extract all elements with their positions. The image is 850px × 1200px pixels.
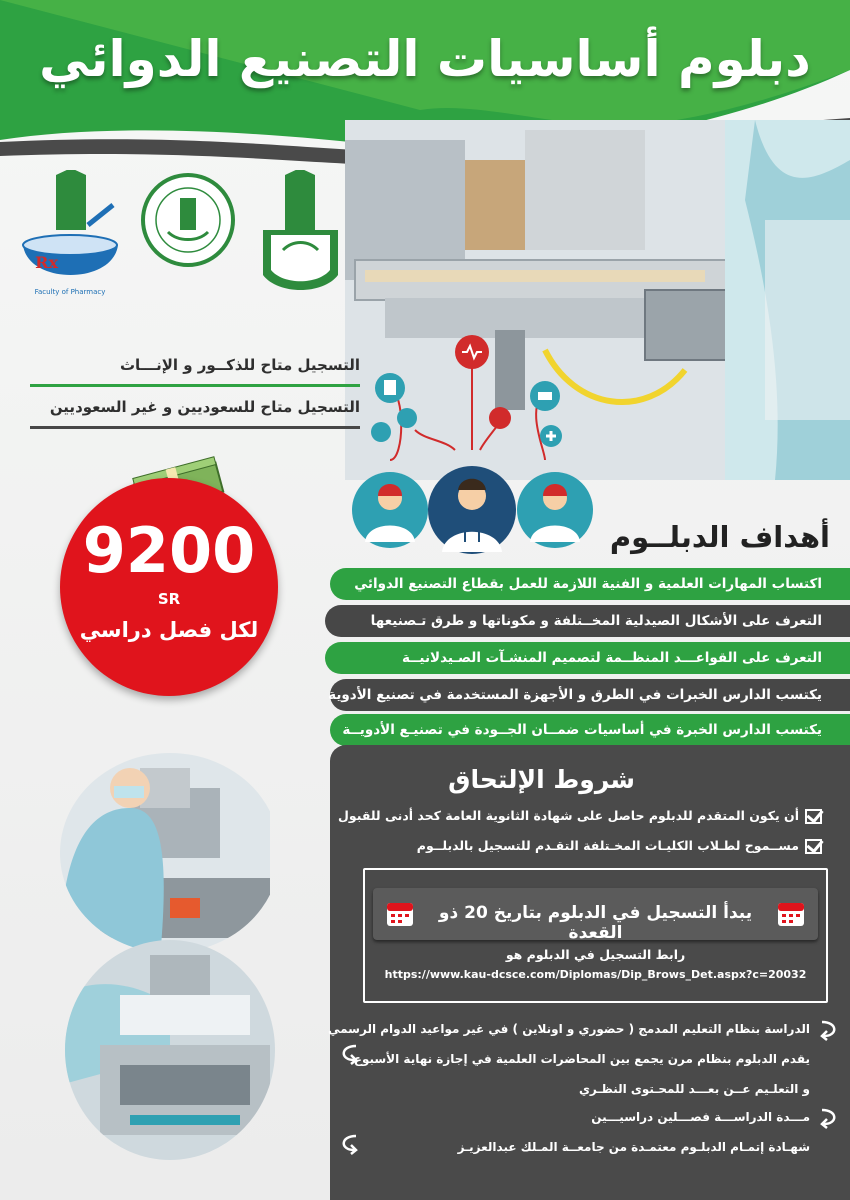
kau-university-logo [253, 170, 348, 300]
condition-item [417, 838, 822, 854]
lab-machine-photo [60, 935, 280, 1165]
logos-row [18, 170, 348, 305]
curved-arrow-icon [818, 1106, 840, 1130]
lab-worker-photo [20, 748, 270, 958]
price-currency: SR [157, 590, 181, 608]
note-item: يقدم الدبلوم بنظام مرن يجمع بين المحاضرات العلمية في إجازة نهاية الأسبوع [353, 1052, 810, 1066]
registration-date-bar [373, 888, 818, 943]
registration-gender-line: التسجيل متاح للذكــور و الإنـــاث [119, 356, 360, 374]
curved-arrow-icon [338, 1132, 360, 1156]
conditions-title: شروط الإلتحاق [448, 765, 635, 794]
registration-link-url[interactable]: https://www.kau-dcsce.com/Diplomas/Dip_Brows_Det.aspx?c=20032 [384, 968, 807, 981]
price-badge [60, 478, 278, 696]
condition-item [338, 808, 822, 824]
goal-item: يكتسب الدارس الخبرات في الطرق و الأجهزة المستخدمة في تصنيع الأدوية [330, 679, 850, 711]
medical-network-graphic [345, 330, 605, 560]
condition-text: مســموح لطـلاب الكليـات المخـتلفة التقـدم للتسجيل بالدبلــوم [416, 838, 799, 853]
faculty-of-pharmacy-logo [18, 170, 123, 300]
check-icon [805, 809, 822, 824]
dark-divider [30, 426, 360, 429]
page-title: دبلوم أساسيات التصنيع الدوائي [39, 30, 811, 88]
calendar-icon [776, 898, 806, 928]
price-per-semester: لكل فصل دراسي [79, 618, 259, 642]
goal-item: التعرف على القواعـــد المنظــمة لتصميم المنشـآت الصـيدلانيــة [325, 642, 850, 674]
note-item: الدراسة بنظام التعليم المدمج ( حضوري و اونلاين ) في غير مواعيد الدوام الرسمي [328, 1022, 810, 1036]
check-icon [805, 839, 822, 854]
community-service-logo [138, 170, 238, 270]
goals-title: أهداف الدبلــوم [609, 520, 830, 554]
svg-text:Faculty of Pharmacy: Faculty of Pharmacy [34, 288, 106, 296]
goal-item: يكتسب الدارس الخبرة في أساسيات ضمــان الجــودة في تصنيـع الأدويــة [330, 714, 850, 746]
svg-text:Rx: Rx [35, 253, 58, 272]
condition-text: أن يكون المتقدم للدبلوم حاصل على شهادة الثانوية العامة كحد أدنى للقبول [338, 808, 799, 823]
curved-arrow-icon [818, 1018, 840, 1042]
note-item: مـــدة الدراســـة فصـــلين دراسيـــين [591, 1110, 810, 1124]
price-amount: 9200 [82, 514, 256, 587]
registration-link-label: رابط التسجيل في الدبلوم هو [505, 947, 686, 962]
goal-item: اكتساب المهارات العلمية و الفنية اللازمة للعمل بقطاع التصنيع الدوائي [330, 568, 850, 600]
note-item: شهـادة إتمـام الدبلـوم معتمـدة من جامعــة المـلك عبدالعزيـز [457, 1140, 810, 1154]
calendar-icon [385, 898, 415, 928]
green-divider [30, 384, 360, 387]
goal-item: التعرف على الأشكال الصيدلية المخــتلفة و مكوناتها و طرق تـصنيعها [325, 605, 850, 637]
registration-start-date: يبدأ التسجيل في الدبلوم بتاريخ 20 ذو القعدة [438, 903, 753, 943]
note-item: و التعلـيم عــن بعـــد للمحـتوى النظـري [578, 1082, 810, 1096]
registration-nationality-line: التسجيل متاح للسعوديين و غير السعوديين [49, 398, 360, 416]
